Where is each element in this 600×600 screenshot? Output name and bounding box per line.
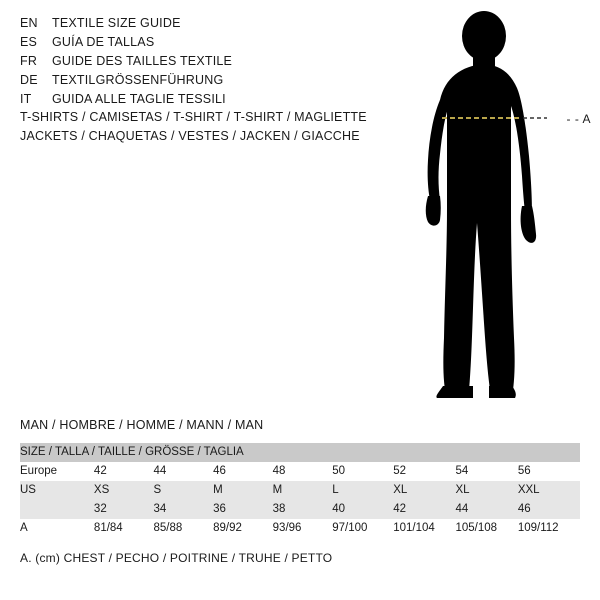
table-cell: 101/104 <box>393 522 435 534</box>
category-line-tshirts: T-SHIRTS / CAMISETAS / T-SHIRT / T-SHIRT / MAGLIETTE <box>20 110 367 124</box>
table-cell: 44 <box>455 503 469 515</box>
language-code: FR <box>20 54 38 68</box>
table-cell: 81/84 <box>93 522 123 534</box>
size-table <box>20 443 580 538</box>
right-hand-shape <box>521 206 537 243</box>
language-code: EN <box>20 16 38 30</box>
table-cell: 85/88 <box>153 522 183 534</box>
left-hand-shape <box>426 196 441 226</box>
footnote: A. (cm) CHEST / PECHO / POITRINE / TRUHE / PETTO <box>20 551 333 565</box>
table-cell: 109/112 <box>517 522 559 534</box>
table-header-row <box>20 443 580 462</box>
language-code: IT <box>20 92 32 106</box>
language-row <box>20 35 400 54</box>
row-label: US <box>20 484 36 496</box>
table-cell: 93/96 <box>272 522 302 534</box>
table-row <box>20 500 580 519</box>
language-row <box>20 54 400 73</box>
category-line-jackets: JACKETS / CHAQUETAS / VESTES / JACKEN / GIACCHE <box>20 129 360 143</box>
table-cell: 50 <box>332 465 346 477</box>
table-row <box>20 462 580 481</box>
language-row <box>20 92 400 111</box>
left-arm-shape <box>428 100 449 200</box>
table-cell: 34 <box>153 503 167 515</box>
table-cell: 46 <box>517 503 531 515</box>
table-cell: 54 <box>455 465 469 477</box>
body-shape <box>435 64 532 390</box>
row-label: Europe <box>20 465 58 477</box>
table-cell: XL <box>393 484 408 496</box>
table-cell: 42 <box>393 503 406 515</box>
table-cell: 44 <box>153 465 167 477</box>
language-row <box>20 16 400 35</box>
table-cell: M <box>272 484 283 496</box>
row-label <box>20 500 94 519</box>
table-cell: 32 <box>93 503 107 515</box>
table-cell: XS <box>93 484 110 496</box>
language-title: GUIDA ALLE TAGLIE TESSILI <box>52 92 226 106</box>
table-cell: L <box>332 484 339 496</box>
table-row <box>20 519 580 538</box>
table-cell: XXL <box>517 484 540 496</box>
language-title: GUÍA DE TALLAS <box>52 35 155 49</box>
table-cell: 46 <box>213 465 226 477</box>
table-cell: 97/100 <box>332 522 368 534</box>
language-title: TEXTILGRÖSSENFÜHRUNG <box>52 73 224 87</box>
left-foot-shape <box>436 386 473 398</box>
language-code: DE <box>20 73 38 87</box>
table-cell: S <box>153 484 162 496</box>
table-cell: 56 <box>517 465 531 477</box>
table-cell: M <box>213 484 223 496</box>
row-label: A <box>20 522 28 534</box>
language-row <box>20 73 400 92</box>
language-header-block <box>20 16 400 111</box>
table-cell: 36 <box>213 503 226 515</box>
table-title: MAN / HOMBRE / HOMME / MANN / MAN <box>20 418 264 432</box>
language-code: ES <box>20 35 38 49</box>
chest-measure-label: - - A <box>566 112 591 126</box>
male-silhouette-figure <box>395 8 595 408</box>
head-shape <box>462 11 506 61</box>
silhouette-svg <box>395 8 595 408</box>
language-title: GUIDE DES TAILLES TEXTILE <box>52 54 233 68</box>
table-header-label: SIZE / TALLA / TAILLE / GRÖSSE / TAGLIA <box>20 446 244 458</box>
table-cell: XL <box>455 484 470 496</box>
table-cell: 38 <box>272 503 286 515</box>
table-cell: 52 <box>393 465 406 477</box>
garment-category-block <box>20 110 420 148</box>
table-cell: 40 <box>332 503 346 515</box>
table-cell: 89/92 <box>213 522 242 534</box>
table-cell: 48 <box>272 465 286 477</box>
right-foot-shape <box>489 386 516 398</box>
table-cell: 105/108 <box>455 522 498 534</box>
table-row <box>20 481 580 500</box>
table-cell: 42 <box>93 465 107 477</box>
language-title: TEXTILE SIZE GUIDE <box>52 16 181 30</box>
